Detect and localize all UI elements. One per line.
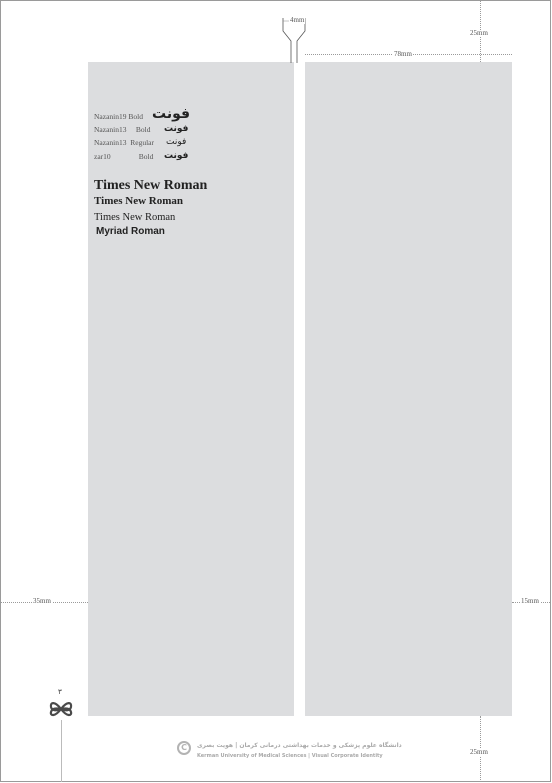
- font-sample-row: [94, 124, 189, 134]
- right-column: [305, 62, 512, 716]
- page-number: ۳: [58, 688, 62, 696]
- times-new-roman-bold: Times New Roman: [94, 195, 184, 207]
- font-sample-row: [94, 137, 187, 147]
- font-sample-row: [94, 106, 191, 122]
- persian-font-sample: فونت: [166, 137, 187, 147]
- left-margin-dimension: 35mm: [33, 597, 51, 605]
- font-sample-row: [94, 151, 189, 161]
- times-new-roman-large: Times New Roman: [94, 178, 208, 193]
- footer-persian-text: دانشگاه علوم پزشکی و خدمات بهداشتی درمانی کرمان | هویت بصری: [197, 742, 402, 749]
- university-logo-icon: [49, 698, 73, 720]
- myriad-roman-sample: Myriad Roman: [96, 226, 165, 237]
- column-width-dimension: 78mm: [394, 50, 412, 58]
- bottom-margin-dimension: 25mm: [470, 748, 488, 756]
- top-margin-dimension: 25mm: [470, 29, 488, 37]
- font-name-label: zar10 Bold: [94, 152, 154, 161]
- footer-english-text: Kerman University of Medical Sciences | Visual Corporate Identity: [197, 753, 383, 759]
- times-new-roman-regular: Times New Roman: [94, 212, 176, 223]
- persian-font-sample: فونت: [152, 106, 191, 122]
- logo-guide: [61, 720, 62, 782]
- right-margin-dimension: 15mm: [521, 597, 539, 605]
- gutter-dimension: 4mm: [290, 16, 305, 24]
- persian-font-sample: فونت: [164, 124, 189, 134]
- persian-font-sample: فونت: [164, 151, 189, 161]
- font-name-label: Nazanin19 Bold: [94, 112, 143, 121]
- copyright-icon: C: [177, 741, 191, 755]
- font-name-label: Nazanin13 Bold: [94, 125, 151, 134]
- font-name-label: Nazanin13 Regular: [94, 138, 154, 147]
